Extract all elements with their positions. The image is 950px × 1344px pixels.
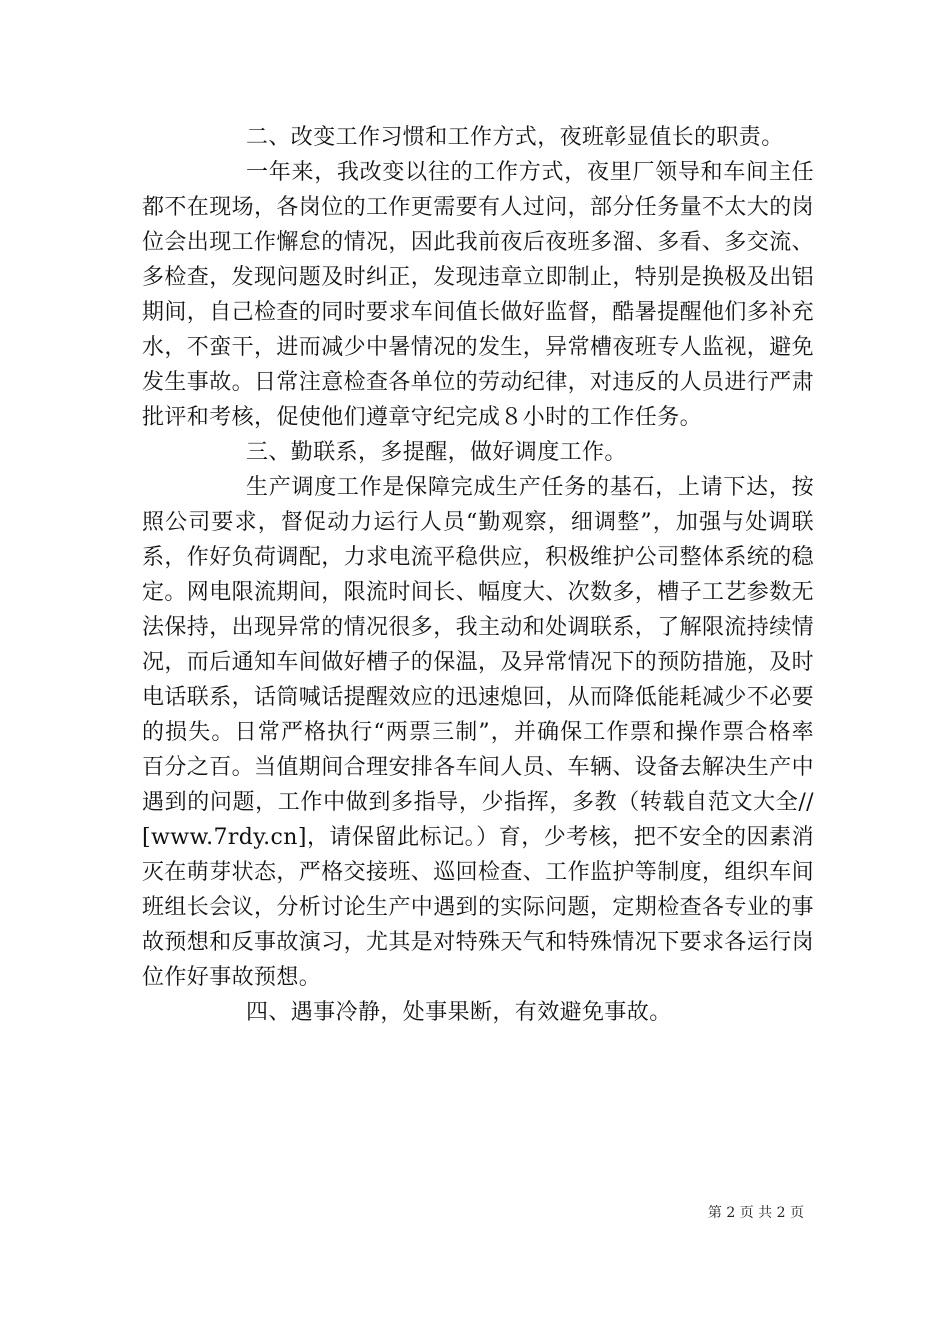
- section-paragraph-2: 一年来，我改变以往的工作方式，夜里厂领导和车间主任都不在现场，各岗位的工作更需要有人过问，部分任务量不太大的岗位会出现工作懈怠的情况，因此我前夜后夜班多溜、多看、多交流、多检查，发现问题及时纠正，发现违章立即制止，特别是换极及出铝期间，自己检查的同时要求车间值长做好监督，酷暑提醒他们多补充水，不蛮干，进而减少中暑情况的发生，异常槽夜班专人监视，避免发生事故。日常注意检查各单位的劳动纪律，对违反的人员进行严肃批评和考核，促使他们遵章守纪完成８小时的工作任务。: [142, 160, 815, 430]
- section-paragraph-3: 生产调度工作是保障完成生产任务的基石，上请下达，按照公司要求，督促动力运行人员“勤观察，细调整”，加强与处调联系，作好负荷调配，力求电流平稳供应，积极维护公司整体系统的稳定。网电限流期间，限流时间长、幅度大、次数多，槽子工艺参数无法保持，出现异常的情况很多，我主动和处调联系，了解限流持续情况，而后通知车间做好槽子的保温，及异常情况下的预防措施，及时电话联系，话筒喊话提醒效应的迅速熄回，从而降低能耗减少不必要的损失。日常严格执行“两票三制”，并确保工作票和操作票合格率百分之百。当值期间合理安排各车间人员、车辆、设备去解决生产中遇到的问题，工作中做到多指导，少指挥，多教（转载自范文大全//[www.7rdy.cn]，请保留此标记。）育，少考核，把不安全的因素消灭在萌芽状态，严格交接班、巡回检查、工作监护等制度，组织车间班组长会议，分析讨论生产中遇到的实际问题，定期检查各专业的事故预想和反事故演习，尤其是对特殊天气和特殊情况下要求各运行岗位作好事故预想。: [142, 475, 815, 990]
- section-heading-2: 二、改变工作习惯和工作方式，夜班彰显值长的职责。: [246, 125, 784, 150]
- document-body: [142, 120, 814, 1030]
- section-heading-3: 三、勤联系，多提醒，做好调度工作。: [246, 440, 627, 465]
- page-number-footer: 第 2 页 共 2 页: [707, 1205, 804, 1221]
- section-heading-4: 四、遇事冷静，处事果断，有效避免事故。: [246, 1000, 672, 1025]
